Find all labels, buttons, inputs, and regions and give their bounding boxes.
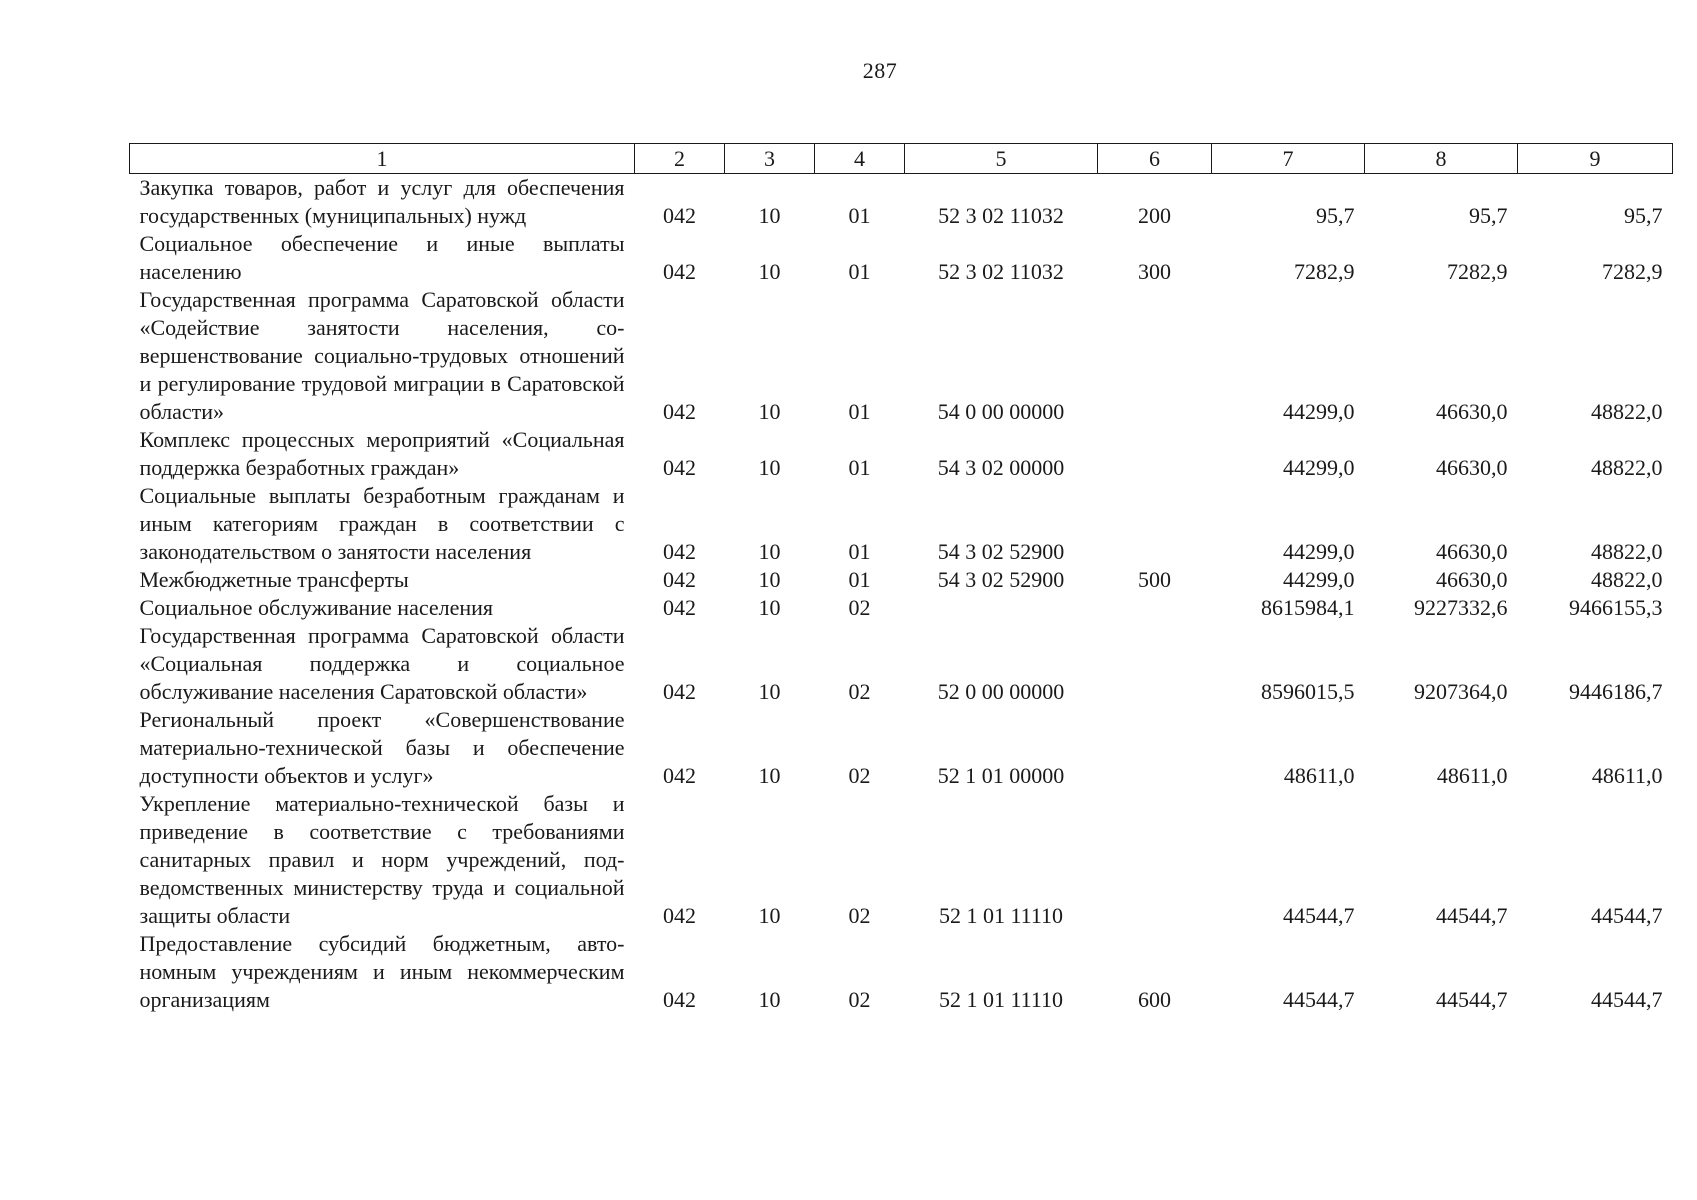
header-cell-4: 4 xyxy=(815,144,905,174)
amount-col-8: 46630,0 xyxy=(1436,399,1508,424)
amount-col-9: 9466155,3 xyxy=(1569,595,1663,620)
header-cell-7: 7 xyxy=(1212,144,1365,174)
amount-col-7: 44299,0 xyxy=(1283,567,1355,592)
header-cell-6: 6 xyxy=(1098,144,1212,174)
target-article-code: 54 3 02 52900 xyxy=(937,567,1065,592)
ministry-code: 042 xyxy=(663,679,696,704)
table-row xyxy=(130,286,1673,426)
target-article-code: 52 3 02 11032 xyxy=(938,203,1064,228)
amount-col-9: 48822,0 xyxy=(1591,539,1663,564)
amount-col-9: 44544,7 xyxy=(1591,903,1663,928)
table-row xyxy=(130,622,1673,706)
subsection-code: 01 xyxy=(848,455,871,480)
header-row xyxy=(130,144,1673,174)
section-code: 10 xyxy=(758,987,781,1012)
amount-col-8: 48611,0 xyxy=(1436,763,1508,788)
table-row xyxy=(130,594,1673,622)
header-cell-5: 5 xyxy=(905,144,1098,174)
amount-col-8: 9227332,6 xyxy=(1414,595,1508,620)
amount-col-8: 46630,0 xyxy=(1436,539,1508,564)
target-article-code: 52 1 01 11110 xyxy=(938,903,1064,928)
item-name: Укрепление материально-технической базы и приведение в соответствие с требованиями санитарных правил и норм учреждений, подведомственных министерству труда и социальной защиты области xyxy=(139,791,625,928)
section-code: 10 xyxy=(758,679,781,704)
target-article-code: 52 1 01 11110 xyxy=(938,987,1064,1012)
budget-table xyxy=(129,143,1673,1014)
amount-col-8: 7282,9 xyxy=(1447,259,1508,284)
page-number: 287 xyxy=(862,58,898,83)
amount-col-7: 44299,0 xyxy=(1283,455,1355,480)
header-cell-9: 9 xyxy=(1518,144,1673,174)
header-cell-1: 1 xyxy=(130,144,635,174)
amount-col-9: 95,7 xyxy=(1624,203,1663,228)
expense-type-code: 500 xyxy=(1138,567,1171,592)
expense-type-code xyxy=(1098,482,1212,566)
expense-type-code xyxy=(1098,706,1212,790)
target-article-code xyxy=(905,594,1098,622)
section-code: 10 xyxy=(758,203,781,228)
subsection-code: 01 xyxy=(848,203,871,228)
table-row xyxy=(130,174,1673,231)
expense-type-code xyxy=(1098,426,1212,482)
amount-col-9: 44544,7 xyxy=(1591,987,1663,1012)
section-code: 10 xyxy=(758,259,781,284)
section-code: 10 xyxy=(758,567,781,592)
item-name: Региональный проект «Совершенствование материально-технической базы и обеспечение доступности объектов и услуг» xyxy=(139,707,625,788)
amount-col-9: 48822,0 xyxy=(1591,567,1663,592)
subsection-code: 01 xyxy=(848,567,871,592)
ministry-code: 042 xyxy=(663,455,696,480)
subsection-code: 01 xyxy=(848,259,871,284)
amount-col-8: 44544,7 xyxy=(1436,987,1508,1012)
subsection-code: 02 xyxy=(848,903,871,928)
ministry-code: 042 xyxy=(663,595,696,620)
item-name: Социальные выплаты безработным гражданам и иным категориям граждан в соответствии с законодательством о занятости населения xyxy=(139,483,625,564)
amount-col-9: 7282,9 xyxy=(1602,259,1663,284)
subsection-code: 02 xyxy=(848,987,871,1012)
expense-type-code: 200 xyxy=(1138,203,1171,228)
amount-col-8: 9207364,0 xyxy=(1414,679,1508,704)
amount-col-8: 44544,7 xyxy=(1436,903,1508,928)
subsection-code: 02 xyxy=(848,679,871,704)
amount-col-7: 8596015,5 xyxy=(1261,679,1355,704)
table-body xyxy=(130,174,1673,1015)
amount-col-9: 48822,0 xyxy=(1591,399,1663,424)
amount-col-8: 95,7 xyxy=(1469,203,1508,228)
header-cell-2: 2 xyxy=(635,144,725,174)
expense-type-code xyxy=(1098,622,1212,706)
amount-col-7: 44544,7 xyxy=(1283,987,1355,1012)
item-name: Государственная программа Саратовской области «Социальная поддержка и социальное обслуживание населения Саратовской области» xyxy=(139,623,625,704)
subsection-code: 02 xyxy=(848,595,871,620)
subsection-code: 02 xyxy=(848,763,871,788)
item-name: Комплекс процессных мероприятий «Социальная поддержка безработных граждан» xyxy=(139,427,625,480)
target-article-code: 52 1 01 00000 xyxy=(937,763,1065,788)
amount-col-9: 48822,0 xyxy=(1591,455,1663,480)
ministry-code: 042 xyxy=(663,987,696,1012)
table-row xyxy=(130,230,1673,286)
item-name: Государственная программа Саратовской области «Содействие занятости населения, совершенствование социально-трудовых отношений и регулирование трудовой миграции в Саратовской области» xyxy=(139,287,625,424)
table-row xyxy=(130,930,1673,1014)
header-cell-3: 3 xyxy=(725,144,815,174)
section-code: 10 xyxy=(758,539,781,564)
ministry-code: 042 xyxy=(663,203,696,228)
target-article-code: 52 3 02 11032 xyxy=(938,259,1064,284)
expense-type-code: 600 xyxy=(1138,987,1171,1012)
table-row xyxy=(130,706,1673,790)
expense-type-code xyxy=(1098,790,1212,930)
item-name: Закупка товаров, работ и услуг для обеспечения государственных (муниципальных) нужд xyxy=(139,175,625,228)
item-name: Социальное обслуживание населения xyxy=(139,595,494,620)
section-code: 10 xyxy=(758,399,781,424)
ministry-code: 042 xyxy=(663,763,696,788)
table-header xyxy=(130,144,1673,174)
target-article-code: 52 0 00 00000 xyxy=(937,679,1065,704)
expense-type-code: 300 xyxy=(1138,259,1171,284)
section-code: 10 xyxy=(758,763,781,788)
item-name: Предоставление субсидий бюджетным, автономным учреждениям и иным некоммерческим организациям xyxy=(139,931,625,1012)
target-article-code: 54 3 02 52900 xyxy=(937,539,1065,564)
amount-col-7: 44299,0 xyxy=(1283,399,1355,424)
item-name: Социальное обеспечение и иные выплаты населению xyxy=(139,231,625,284)
amount-col-8: 46630,0 xyxy=(1436,567,1508,592)
amount-col-7: 95,7 xyxy=(1316,203,1355,228)
header-cell-8: 8 xyxy=(1365,144,1518,174)
subsection-code: 01 xyxy=(848,399,871,424)
ministry-code: 042 xyxy=(663,259,696,284)
ministry-code: 042 xyxy=(663,567,696,592)
ministry-code: 042 xyxy=(663,539,696,564)
subsection-code: 01 xyxy=(848,539,871,564)
expense-type-code xyxy=(1098,286,1212,426)
target-article-code: 54 0 00 00000 xyxy=(937,399,1065,424)
target-article-code: 54 3 02 00000 xyxy=(937,455,1065,480)
expense-type-code xyxy=(1098,594,1212,622)
item-name: Межбюджетные трансферты xyxy=(139,567,409,592)
amount-col-8: 46630,0 xyxy=(1436,455,1508,480)
table-row xyxy=(130,482,1673,566)
amount-col-7: 7282,9 xyxy=(1294,259,1355,284)
amount-col-7: 8615984,1 xyxy=(1261,595,1355,620)
table-row xyxy=(130,566,1673,594)
amount-col-7: 48611,0 xyxy=(1283,763,1355,788)
section-code: 10 xyxy=(758,455,781,480)
table-row xyxy=(130,790,1673,930)
amount-col-9: 48611,0 xyxy=(1591,763,1663,788)
ministry-code: 042 xyxy=(663,903,696,928)
section-code: 10 xyxy=(758,595,781,620)
amount-col-9: 9446186,7 xyxy=(1569,679,1663,704)
table-row xyxy=(130,426,1673,482)
amount-col-7: 44544,7 xyxy=(1283,903,1355,928)
amount-col-7: 44299,0 xyxy=(1283,539,1355,564)
section-code: 10 xyxy=(758,903,781,928)
ministry-code: 042 xyxy=(663,399,696,424)
